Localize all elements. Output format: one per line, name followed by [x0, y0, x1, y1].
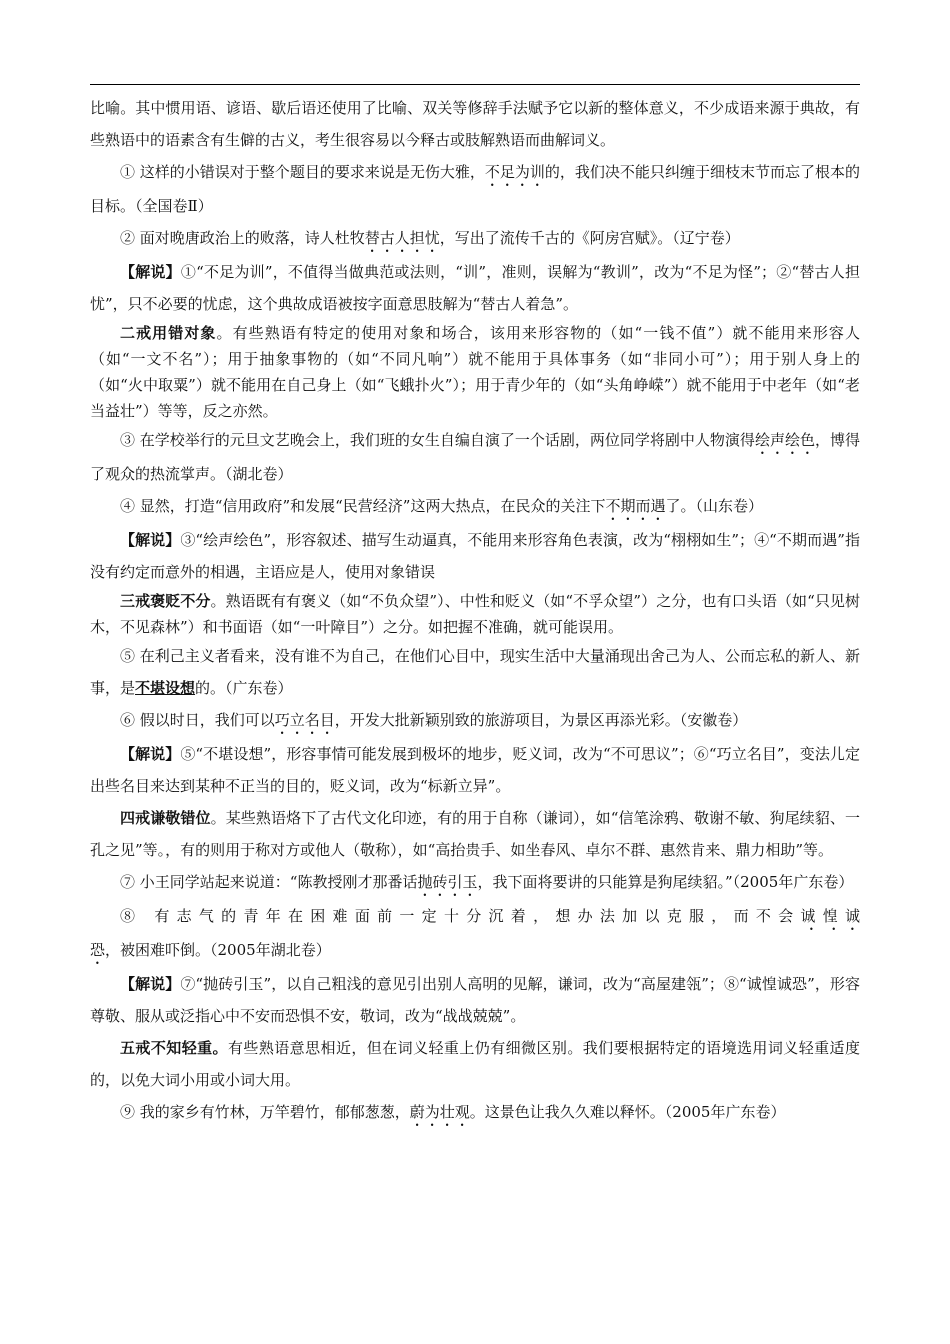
explanation-tag: 【解说】 [120, 745, 181, 763]
explanation-1: 【解说】①“不足为训”，不值得当做典范或法则，“训”，准则，误解为“教训”，改为“不足为怪”；②“替古人担忧”，只不必要的忧虑，这个典故成语被按字面意思肢解为“替古人着急”。 [90, 263, 860, 313]
section-title: 五戒不知轻重。 [120, 1039, 228, 1057]
example-3: ③ 在学校举行的元旦文艺晚会上，我们班的女生自编自演了一个话剧，两位同学将剧中人物演得绘声绘色，博得了观众的热流掌声。（湖北卷） [90, 431, 860, 483]
document-body [90, 92, 860, 1130]
emphasized-term: 诚惶诚恐 [90, 907, 860, 959]
emphasized-term: 巧立名目 [274, 711, 335, 729]
example-6: ⑥ 假以时日，我们可以巧立名目，开发大批新颖别致的旅游项目，为景区再添光彩。（安徽卷） [120, 711, 748, 729]
example-9: ⑨ 我的家乡有竹林，万竿碧竹，郁郁葱葱，蔚为壮观。这景色让我久久难以释怀。（2005年广东卷） [120, 1103, 786, 1121]
example-8: ⑧ 有志气的青年在困难面前一定十分沉着，想办法加以克服，而不会诚惶诚恐，被困难吓倒。（2005年湖北卷） [90, 907, 860, 959]
explanation-4: 【解说】⑦“抛砖引玉”，以自己粗浅的意见引出别人高明的见解，谦词，改为“高屋建瓴”；⑧“诚惶诚恐”，形容尊敬、服从或泛指心中不安而恐惧不安，敬词，改为“战战兢兢”。 [90, 975, 860, 1025]
section-title: 四戒谦敬错位 [120, 809, 211, 827]
emphasized-term: 绘声绘色 [754, 431, 815, 449]
section-title: 二戒用错对象 [120, 324, 217, 342]
example-1: ① 这样的小错误对于整个题目的要求来说是无伤大雅，不足为训的，我们决不能只纠缠于细枝末节而忘了根本的目标。（全国卷Ⅱ） [90, 163, 860, 215]
emphasized-term: 抛砖引玉 [417, 873, 478, 891]
explanation-tag: 【解说】 [120, 975, 181, 993]
emphasized-term: 不足为训 [484, 163, 545, 181]
header-rule [90, 84, 860, 85]
explanation-2: 【解说】③“绘声绘色”，形容叙述、描写生动逼真，不能用来形容角色表演，改为“栩栩如生”；④“不期而遇”指没有约定而意外的相遇，主语应是人，使用对象错误 [90, 531, 860, 581]
explanation-tag: 【解说】 [120, 531, 181, 549]
section-title: 三戒褒贬不分 [120, 592, 211, 610]
intro-paragraph: 比喻。其中惯用语、谚语、歇后语还使用了比喻、双关等修辞手法赋予它以新的整体意义，不少成语来源于典故，有些熟语中的语素含有生僻的古义，考生很容易以今释古或肢解熟语而曲解词义。 [90, 99, 860, 149]
example-7: ⑦ 小王同学站起来说道：“陈教授刚才那番话抛砖引玉，我下面将要讲的只能算是狗尾续貂。”（2005年广东卷） [120, 873, 854, 891]
section-2: 二戒用错对象。有些熟语有特定的使用对象和场合，该用来形容物的（如“一钱不值”）就不能用来形容人（如“一文不名”）；用于抽象事物的（如“不同凡响”）就不能用于具体事务（如“非同小可”）；用于别人身上的（如“火中取粟”）就不能用在自己身上（如“飞蛾扑火”）；用于青少年的（如“头角峥嵘”）就不能用于中老年（如“老当益壮”）等等，反之亦然。 [90, 324, 860, 420]
emphasized-term: 蔚为壮观 [409, 1103, 470, 1121]
example-5: ⑤ 在利己主义者看来，没有谁不为自己，在他们心目中，现实生活中大量涌现出舍己为人、公而忘私的新人、新事，是不堪设想的。（广东卷） [90, 647, 860, 697]
example-2: ② 面对晚唐政治上的败落，诗人杜牧替古人担忧，写出了流传千古的《阿房宫赋》。（辽宁卷） [120, 229, 740, 247]
emphasized-term: 替古人担忧 [364, 229, 440, 247]
underlined-term: 不堪设想 [135, 679, 196, 697]
section-5: 五戒不知轻重。有些熟语意思相近，但在词义轻重上仍有细微区别。我们要根据特定的语境选用词义轻重适度的，以免大词小用或小词大用。 [90, 1039, 860, 1089]
example-4: ④ 显然，打造“信用政府”和发展“民营经济”这两大热点，在民众的关注下不期而遇了。（山东卷） [120, 497, 763, 515]
section-4: 四戒谦敬错位。某些熟语烙下了古代文化印迹，有的用于自称（谦词），如“信笔涂鸦、敬谢不敏、狗尾续貂、一孔之见”等。，有的则用于称对方或他人（敬称），如“高抬贵手、如坐春风、卓尔不群、惠然肯来、鼎力相助”等。 [90, 809, 860, 859]
explanation-3: 【解说】⑤“不堪设想”，形容事情可能发展到极坏的地步，贬义词，改为“不可思议”；⑥“巧立名目”，变法儿定出些名目来达到某种不正当的目的，贬义词，改为“标新立异”。 [90, 745, 860, 795]
section-3: 三戒褒贬不分。熟语既有有褒义（如“不负众望”）、中性和贬义（如“不孚众望”）之分，也有口头语（如“只见树木，不见森林”）和书面语（如“一叶障目”）之分。如把握不准确，就可能误用。 [90, 592, 860, 636]
explanation-tag: 【解说】 [120, 263, 181, 281]
emphasized-term: 不期而遇 [605, 497, 666, 515]
